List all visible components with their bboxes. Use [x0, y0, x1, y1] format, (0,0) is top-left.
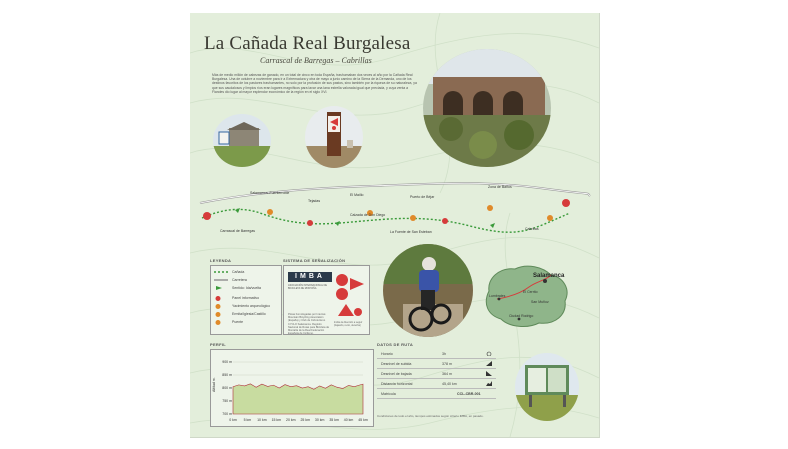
signage-box: [283, 265, 370, 335]
x-tick-label: 45 km: [358, 418, 368, 422]
route-row: [377, 379, 496, 389]
x-tick-label: 15 km: [271, 418, 282, 422]
triangle-symbol-icon: [338, 304, 354, 316]
legend-label: Panel informativo: [232, 296, 260, 300]
y-tick-label: 800 m: [222, 386, 232, 390]
place-label: Salamanca–Fuenterroble: [250, 191, 290, 195]
route-row: [377, 349, 496, 359]
poster-title: La Cañada Real Burgalesa: [204, 33, 411, 54]
direction-arrow-icon: [214, 286, 228, 290]
info-panel-icon: [214, 296, 228, 301]
legend-box: [210, 265, 282, 335]
place-label: Cabrillas: [525, 227, 539, 231]
stopwatch-icon: [486, 351, 492, 356]
route-row-label: Desnivel de subida: [381, 362, 412, 366]
inset-town-label: Lumbrales: [489, 294, 506, 298]
route-row-value: CCL-CBR-001: [457, 392, 481, 396]
route-row-label: Distancia horizontal: [381, 382, 413, 386]
route-row-value: 3h: [442, 352, 446, 356]
y-tick-label: 750 m: [222, 399, 232, 403]
y-tick-label: 850 m: [222, 373, 232, 377]
elevation-profile: [210, 349, 374, 427]
legend-label: Puente: [232, 320, 244, 324]
profile-title: PERFIL: [210, 342, 227, 347]
canada-dots-icon: [214, 270, 228, 274]
x-tick-label: 25 km: [300, 418, 310, 422]
legend-title: LEYENDA: [210, 258, 232, 263]
legend-label: Yacimiento arqueológico: [232, 304, 271, 308]
route-row-value: 364 m: [442, 372, 452, 376]
circle-symbol-icon: [336, 274, 348, 286]
route-row-value: 45,40 km: [442, 382, 457, 386]
legend-label: Carretera: [232, 278, 247, 282]
place-label: El Maíllo: [350, 193, 364, 197]
poster: [190, 13, 600, 438]
route-note: Condiciones de todo el año, tiempos estimados según criterio IMBA, en pasado.: [377, 414, 484, 418]
descent-icon: [486, 371, 492, 376]
route-title: DATOS DE RUTA: [377, 342, 414, 347]
place-label: Tejadas: [308, 199, 321, 203]
legend-label: Ermita/Iglesia/Castillo: [232, 312, 266, 316]
x-tick-label: 30 km: [314, 418, 325, 422]
route-row-label: Horario: [381, 352, 393, 356]
route-row-label: Desnivel de bajada: [381, 372, 412, 376]
poster-subtitle: Carrascal de Barregas – Cabrillas: [260, 56, 372, 65]
heritage-markers: [267, 205, 553, 221]
ascent-icon: [486, 361, 492, 366]
church-icon: [214, 312, 228, 317]
x-tick-label: 0 km: [229, 418, 237, 422]
place-label: Puerto de Béjar: [410, 195, 435, 199]
inset-city-label: Salamanca: [533, 273, 565, 279]
route-row: [377, 359, 496, 369]
photo-signpost: [305, 106, 363, 168]
legend-label: Sentido: Ida/vuelta: [232, 286, 261, 290]
imba-logo-subtitle: ASOCIACIÓN INTERNACIONAL DE BICICLETA DE MONTAÑA: [288, 284, 327, 290]
route-row-label: Matrícula: [381, 392, 396, 396]
arrow-symbol-icon: [350, 278, 364, 290]
intro-paragraph: Más de medio millón de cabezas de ganado, en un total de cinco en toda España, trashumaban dos veces al año por la Cañada Real Burgalesa. Una de octubre a noviembre para ir a Extremadura y otra de mayo a junio camino de la Sierra de la Demanda, uno de los destinos favoritos de los pastores trashumantes, no solo por la profusión de sus pastos, sino también por la riqueza de su naturaleza, ya que sus caudalosos y limpios ríos eran lugares magníficos para lavar una lana estrella valorada igual que preciada, y cuya venta a Flandes dio lugar al mayor esplendor económico de la región en el siglo XVI.: [212, 73, 417, 94]
direction-arrows: [235, 208, 495, 228]
x-tick-label: 40 km: [343, 418, 354, 422]
x-tick-label: 20 km: [286, 418, 296, 422]
profile-ylabel: Altitud m.: [212, 377, 216, 392]
elevation-chart: [211, 350, 373, 426]
route-row: [377, 369, 496, 379]
bridge-icon: [214, 320, 228, 325]
elevation-area: [233, 384, 363, 414]
circle-symbol-icon: [354, 308, 362, 316]
inset-town-label: San Muñoz: [531, 300, 549, 304]
province-inset-map: [479, 261, 574, 331]
route-row-value: 378 m: [442, 362, 452, 366]
route-data-table: [377, 349, 496, 413]
inset-town-label: El Cerrito: [523, 290, 538, 294]
x-tick-label: 35 km: [329, 418, 339, 422]
place-label: La Fuente de San Esteban: [390, 230, 432, 234]
archaeology-icon: [214, 304, 228, 309]
route-map: [190, 168, 599, 253]
y-tick-label: 900 m: [222, 360, 232, 364]
photo-cyclist: [383, 244, 473, 337]
distance-icon: [486, 381, 492, 386]
signage-text: Pistas homologadas por Internat. Mountain Bicycling Association (España) y Club de Cicloturismo CYCLO Salamanca. Registro Nacional de Rutas para Bicicleta de Montaña de la Real Federación Española de Ciclismo.: [288, 313, 330, 336]
photo-stone-hut: [213, 114, 271, 167]
road-line-icon: [214, 278, 228, 282]
y-tick-label: 700 m: [222, 412, 232, 416]
legend-label: Cañada: [232, 270, 245, 274]
signage-note: Indica la dirección a seguir (bajando, recto, derecha): [334, 321, 363, 327]
canada-route-path: [202, 209, 570, 232]
x-tick-label: 5 km: [243, 418, 252, 422]
circle-symbol-icon: [336, 288, 348, 300]
imba-logo: IMBA: [288, 272, 332, 282]
signage-title: SISTEMA DE SEÑALIZACIÓN: [283, 258, 346, 263]
photo-info-panel: [515, 353, 579, 421]
route-row: [377, 389, 496, 399]
inset-town-label: Ciudad Rodrigo: [509, 314, 534, 318]
place-label: Carrascal de Barregas: [220, 229, 256, 233]
place-label: Zona de Baños: [488, 185, 512, 189]
place-label: Calzada de Don Diego: [350, 213, 386, 217]
x-tick-label: 10 km: [257, 418, 267, 422]
photo-ruins-arches: [423, 49, 551, 167]
